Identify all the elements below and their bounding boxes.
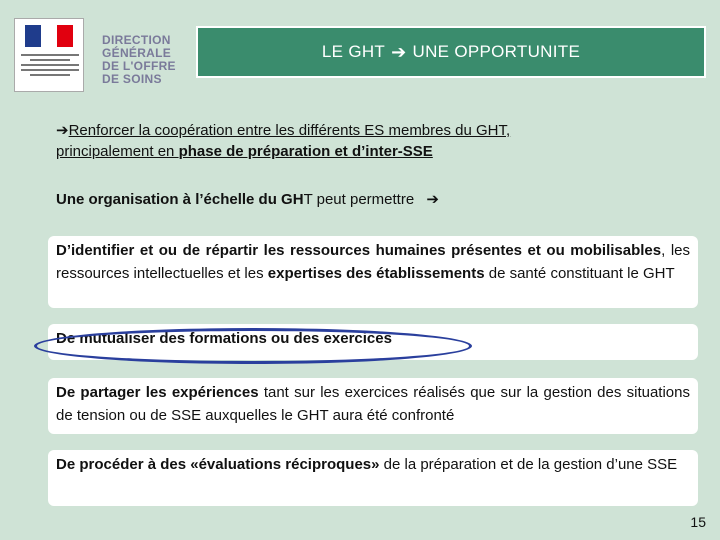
intro-part1: Renforcer la coopération entre les différents ES membres du GHT, — [68, 122, 511, 139]
intro-part3: phase de préparation et d’inter-SSE — [178, 143, 433, 160]
intro-part2: principalement en — [56, 143, 179, 160]
dgos-logo — [8, 12, 176, 86]
list-item: De mutualiser des formations ou des exercices — [48, 324, 698, 360]
title-left: LE GHT — [321, 42, 386, 61]
right-arrow-icon: ➔ — [391, 41, 407, 62]
list-item: De partager les expériences tant sur les exercices réalisés que sur la gestion des situations de tension ou de SSE auxquelles le GHT aura été confronté — [48, 378, 698, 434]
french-flag-icon — [25, 25, 73, 47]
intro-paragraph — [56, 120, 656, 162]
slide-title — [196, 26, 706, 78]
list-item: D’identifier et ou de répartir les ressources humaines présentes et ou mobilisables, les ressources intellectuelles et les expertises des établissements de santé constituant le GHT — [48, 236, 698, 308]
dgos-org-name: DIRECTION GÉNÉRALE DE L'OFFRE DE SOINS — [102, 33, 176, 86]
marianne-emblem — [14, 18, 84, 92]
list-item: De procéder à des «évaluations réciproques» de la préparation et de la gestion d’une SSE — [48, 450, 698, 506]
title-right: UNE OPPORTUNITE — [412, 42, 581, 61]
lead-sentence: Une organisation à l’échelle du GHT peut permettre ➔ — [56, 191, 439, 208]
right-arrow-icon: ➔ — [426, 191, 439, 208]
arrow-icon: ➔ — [56, 122, 69, 139]
page-number: 15 — [690, 514, 706, 530]
